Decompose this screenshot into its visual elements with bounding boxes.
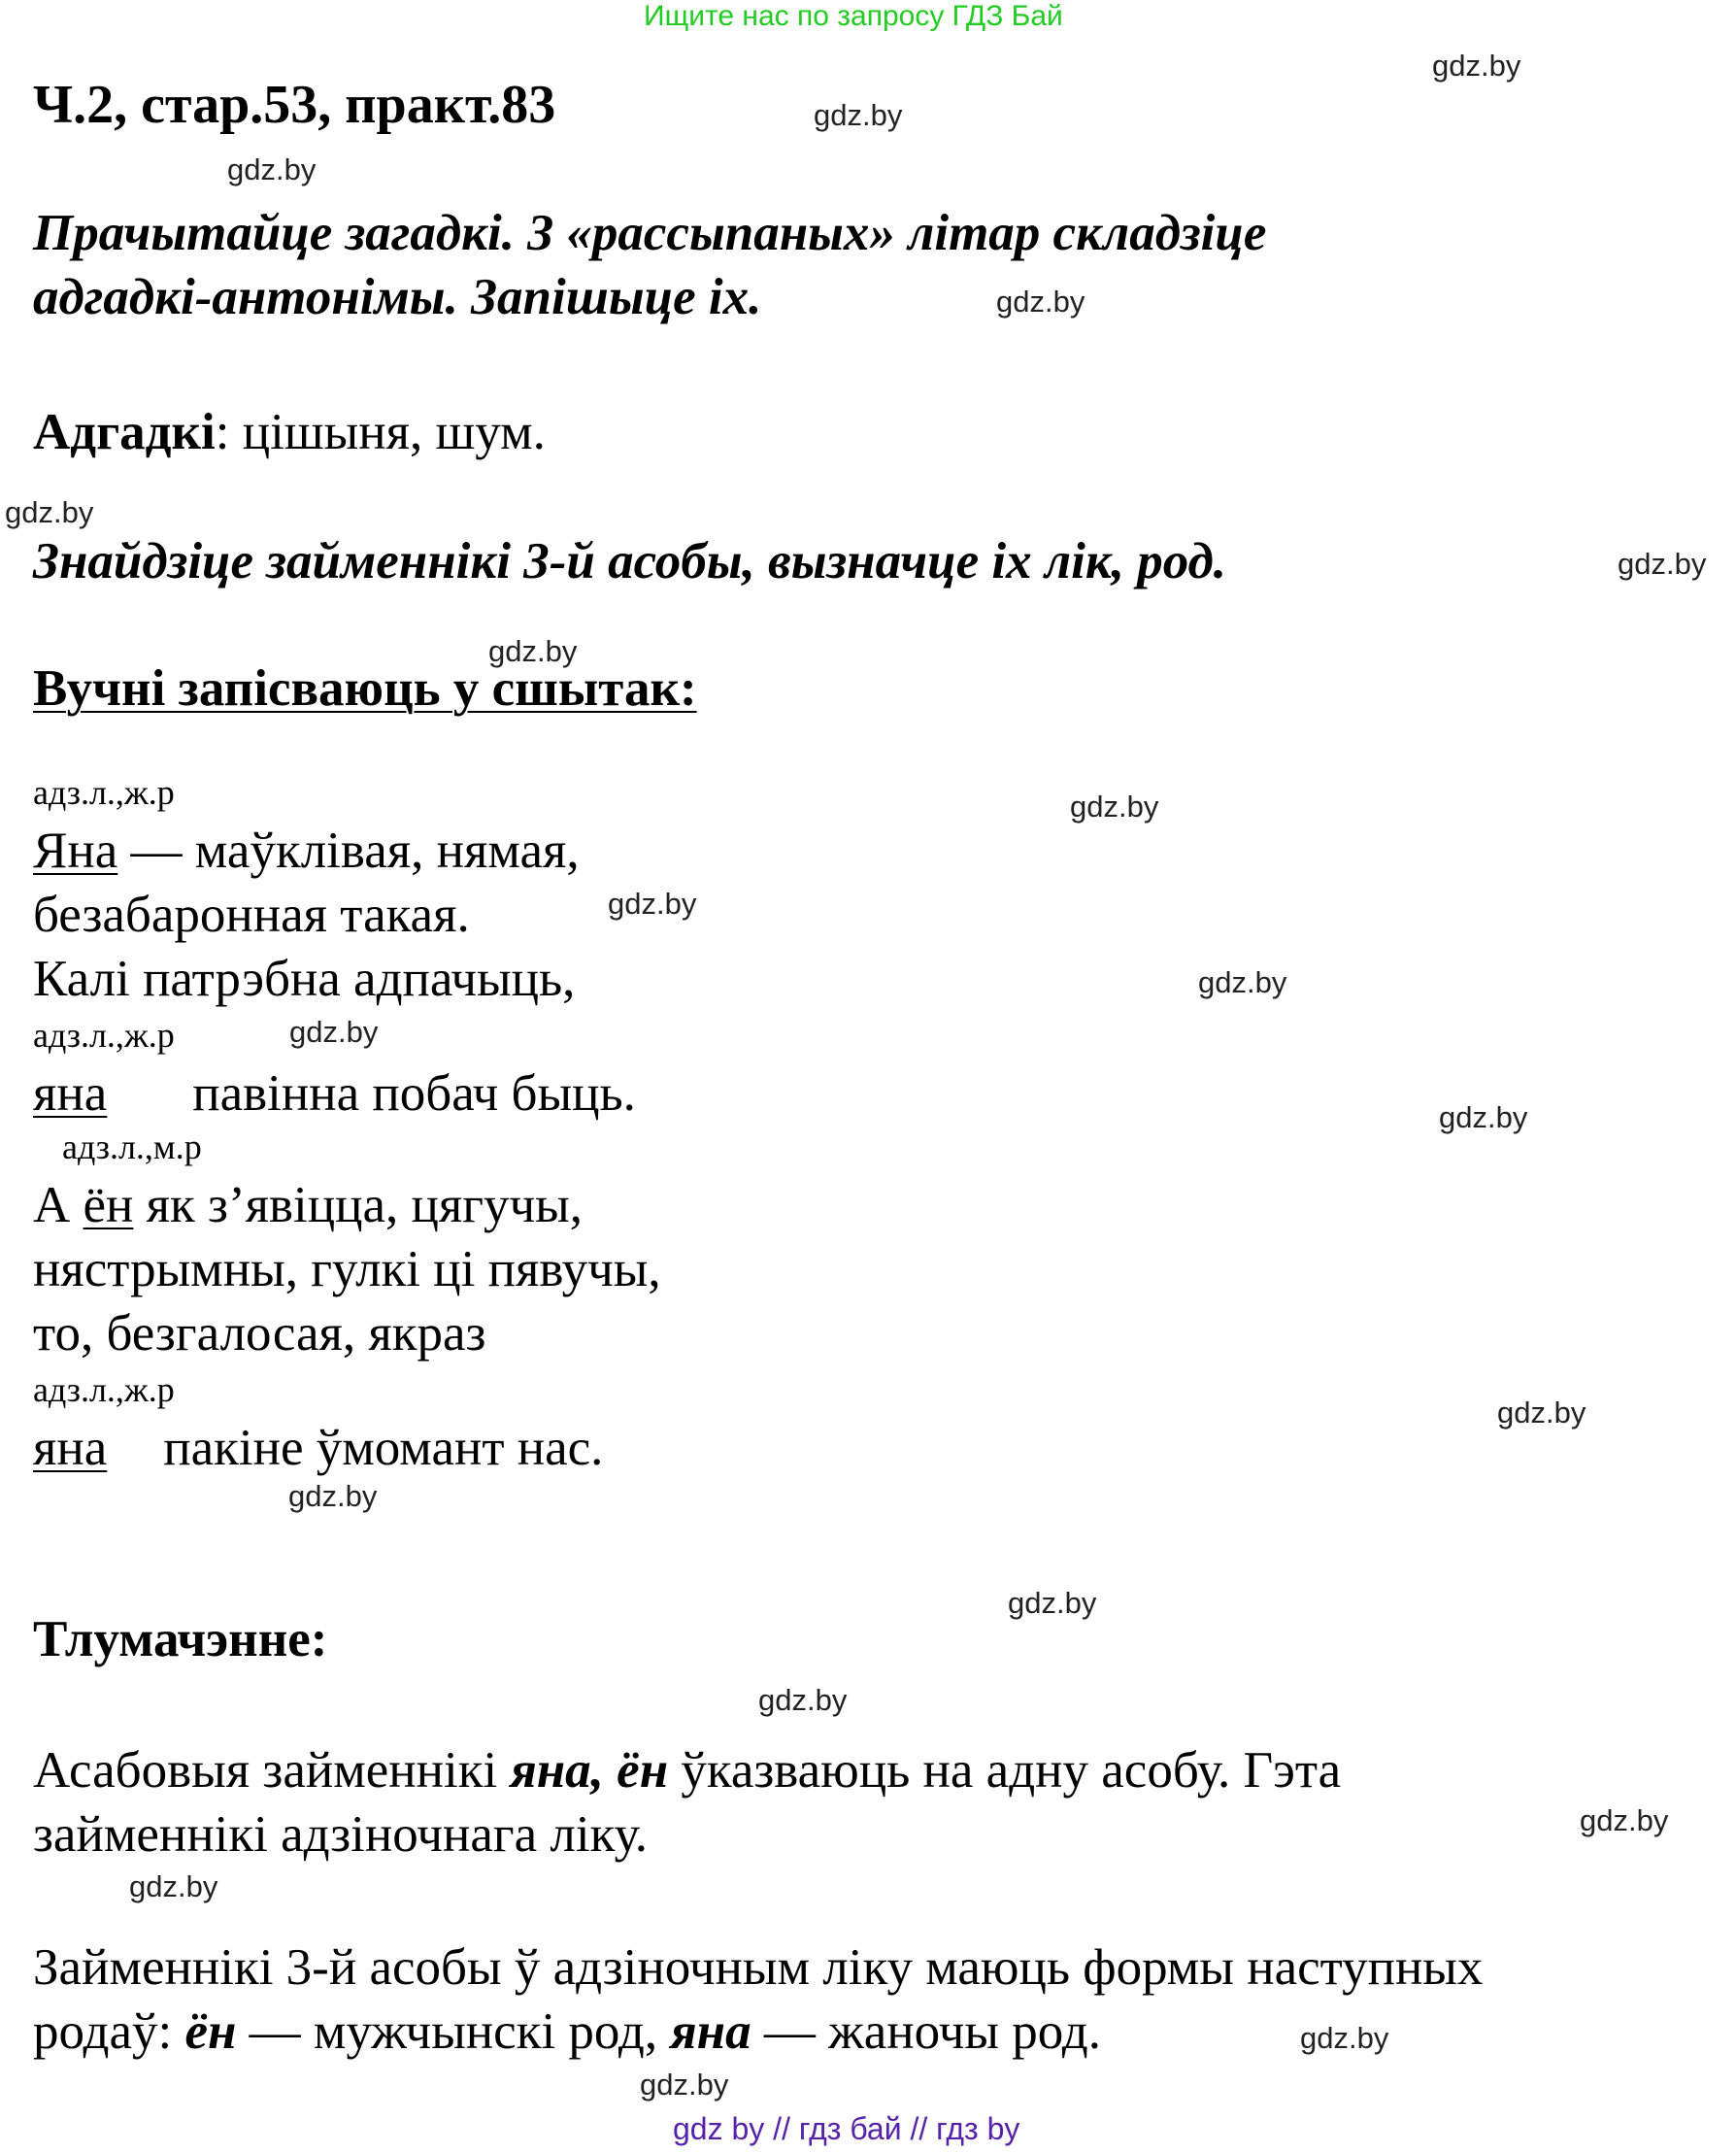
watermark: gdz.by xyxy=(1497,1396,1586,1430)
pronoun-4: яна xyxy=(33,1420,108,1476)
p1-pronouns: яна, ён xyxy=(510,1742,669,1799)
task-1-line-2: адгадкі-антонімы. Запішыце іх. xyxy=(33,269,762,325)
watermark: gdz.by xyxy=(1580,1803,1669,1837)
annotation-4: адз.л.,ж.р xyxy=(33,1370,175,1409)
notebook-heading: Вучні запісваюць у сшытак: xyxy=(33,660,697,717)
p2-a: родаў: xyxy=(33,2003,185,2060)
p1-a: Асабовыя займеннікі xyxy=(33,1742,511,1799)
explanation-heading: Тлумачэнне: xyxy=(33,1611,328,1667)
poem-line-8 xyxy=(33,1416,603,1480)
pronoun-2: яна xyxy=(33,1065,108,1122)
pronoun-3: ён xyxy=(83,1177,134,1233)
watermark: gdz.by xyxy=(640,2068,729,2102)
p2-pronoun-on: ён xyxy=(184,2003,237,2060)
top-note: Ищите нас по запросу ГДЗ Бай xyxy=(644,0,1063,32)
watermark: gdz.by xyxy=(996,285,1085,319)
watermark: gdz.by xyxy=(1198,965,1287,999)
task-1-line-1: Прачытайце загадкі. З «рассыпаных» літар складзіце xyxy=(33,205,1267,261)
answer-line xyxy=(33,400,546,464)
annotation-2: адз.л.,ж.р xyxy=(33,1016,175,1055)
explanation-paragraph-1 xyxy=(33,1738,1341,1867)
watermark: gdz.by xyxy=(1432,49,1521,83)
explanation-p1-line-2: займеннікі адзіночнага ліку. xyxy=(33,1806,649,1863)
poem-line-5-pre: А xyxy=(33,1177,83,1233)
explanation-paragraph-2 xyxy=(33,1935,1483,2064)
poem-line-1-rest: — маўклівая, нямая, xyxy=(117,823,580,879)
task-2: Знайдзіце займеннікі 3-й асобы, вызначце іх лік, род. xyxy=(33,533,1227,589)
watermark: gdz.by xyxy=(608,887,697,921)
watermark: gdz.by xyxy=(1439,1100,1528,1134)
watermark: gdz.by xyxy=(814,98,903,132)
watermark: gdz.by xyxy=(1618,547,1707,581)
p1-c: ўказваюць на адну асобу. Гэта xyxy=(668,1742,1342,1799)
footer-links: gdz by // гдз бай // гдз by xyxy=(673,2111,1020,2146)
page-title: Ч.2, стар.53, практ.83 xyxy=(33,75,556,135)
watermark: gdz.by xyxy=(129,1869,218,1903)
watermark: gdz.by xyxy=(289,1015,379,1049)
p2-e: — жаночы род. xyxy=(751,2003,1101,2060)
poem-line-1 xyxy=(33,819,580,883)
poem-line-6: нястрымны, гулкі ці пявучы, xyxy=(33,1241,661,1297)
poem-line-5 xyxy=(33,1173,583,1237)
p2-pronoun-yana: яна xyxy=(670,2003,751,2060)
watermark: gdz.by xyxy=(488,634,578,668)
pronoun-1: Яна xyxy=(33,823,118,879)
watermark: gdz.by xyxy=(288,1479,378,1513)
explanation-p2-line-1: Займеннікі 3-й асобы ў адзіночным ліку маюць формы наступных xyxy=(33,1939,1484,1996)
watermark: gdz.by xyxy=(1300,2021,1389,2055)
explanation-p1-line-1 xyxy=(33,1738,1341,1802)
poem-line-3: Калі патрэбна адпачыць, xyxy=(33,951,576,1007)
watermark: gdz.by xyxy=(758,1683,848,1717)
p2-c: — мужчынскі род, xyxy=(236,2003,671,2060)
poem-line-5-rest: як з’явіцца, цягучы, xyxy=(133,1177,584,1233)
poem-line-2: безабаронная такая. xyxy=(33,887,470,943)
watermark: gdz.by xyxy=(5,495,94,529)
poem-line-4 xyxy=(33,1061,636,1126)
watermark: gdz.by xyxy=(1008,1586,1097,1620)
watermark: gdz.by xyxy=(1070,790,1159,824)
poem-line-4-rest: павінна побач быць. xyxy=(192,1065,636,1122)
annotation-3: адз.л.,м.р xyxy=(62,1127,202,1166)
watermark: gdz.by xyxy=(227,152,317,186)
explanation-p2-line-2 xyxy=(33,2000,1483,2064)
poem-line-8-rest: пакіне ўмомант нас. xyxy=(163,1420,604,1476)
poem-line-7: то, безгалосая, якраз xyxy=(33,1305,486,1362)
answer-label: Адгадкі xyxy=(33,404,216,460)
annotation-1: адз.л.,ж.р xyxy=(33,773,175,812)
answer-text: : цішыня, шум. xyxy=(215,404,546,460)
